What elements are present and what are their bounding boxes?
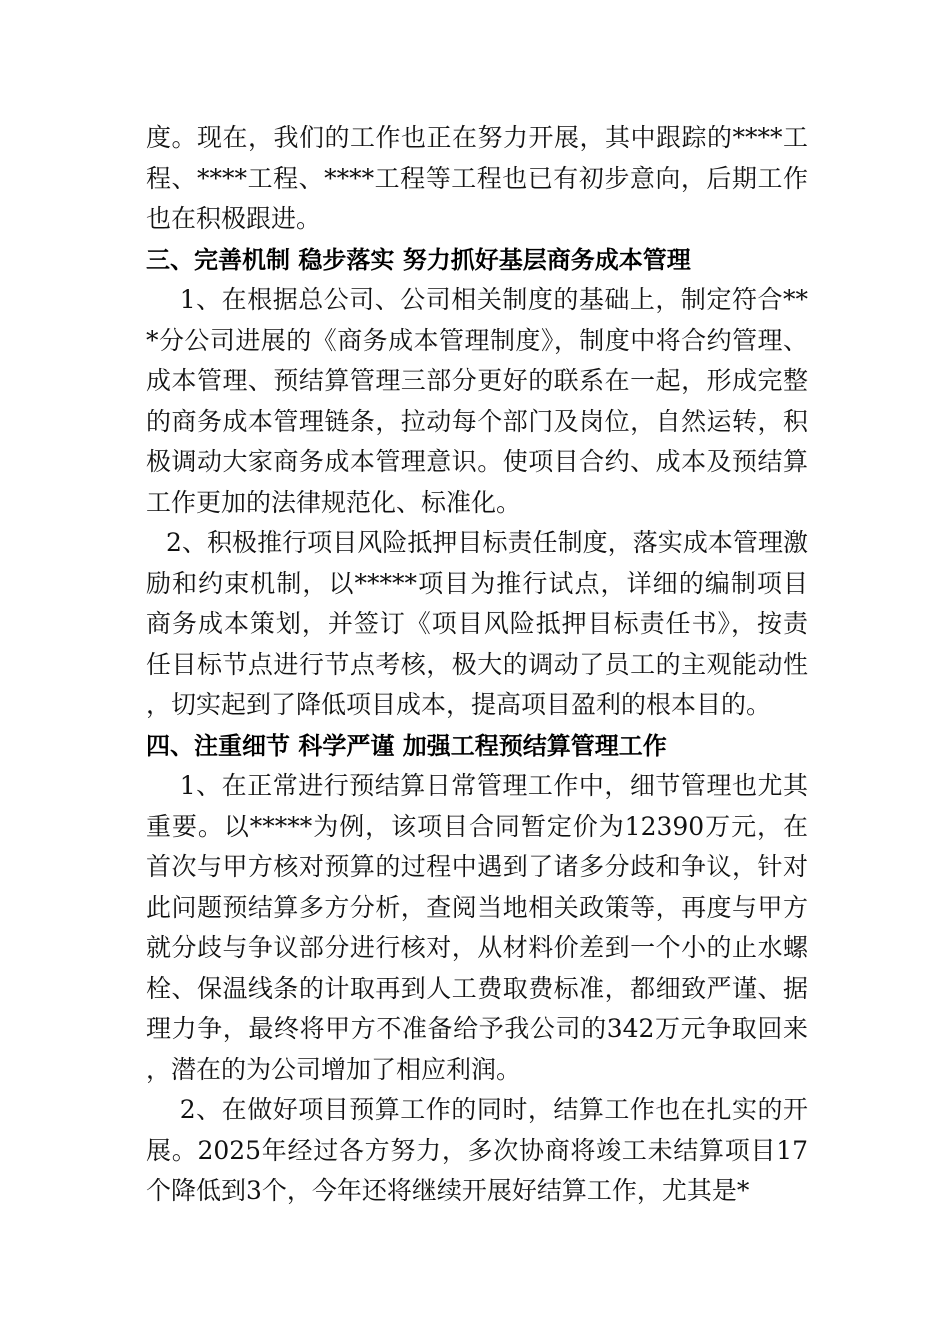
paragraph-continued: 度。现在，我们的工作也正在努力开展，其中跟踪的****工程、****工程、****工程等工程也已有初步意向，后期工作也在积极跟进。	[146, 123, 808, 233]
section-heading-3: 三、完善机制 稳步落实 努力抓好基层商务成本管理	[146, 245, 691, 274]
section-heading-4: 四、注重细节 科学严谨 加强工程预结算管理工作	[146, 731, 667, 760]
paragraph-3-2: 2、积极推行项目风险抵押目标责任制度，落实成本管理激励和约束机制，以*****项目为推行试点，详细的编制项目商务成本策划，并签订《项目风险抵押目标责任书》，按责任目标节点进行节点考核，极大的调动了员工的主观能动性，切实起到了降低项目成本，提高项目盈利的根本目的。	[146, 528, 808, 719]
document-body	[146, 118, 808, 1212]
paragraph-4-1: 1、在正常进行预结算日常管理工作中，细节管理也尤其重要。以*****为例，该项目合同暂定价为12390万元，在首次与甲方核对预算的过程中遇到了诸多分歧和争议，针对此问题预结算多方分析，查阅当地相关政策等，再度与甲方就分歧与争议部分进行核对，从材料价差到一个小的止水螺栓、保温线条的计取再到人工费取费标准，都细致严谨、据理力争，最终将甲方不准备给予我公司的342万元争取回来，潜在的为公司增加了相应利润。	[146, 771, 808, 1084]
paragraph-3-1: 1、在根据总公司、公司相关制度的基础上，制定符合***分公司进展的《商务成本管理制度》，制度中将合约管理、成本管理、预结算管理三部分更好的联系在一起，形成完整的商务成本管理链条，拉动每个部门及岗位，自然运转，积极调动大家商务成本管理意识。使项目合约、成本及预结算工作更加的法律规范化、标准化。	[146, 285, 808, 517]
paragraph-4-2: 2、在做好项目预算工作的同时，结算工作也在扎实的开展。2025年经过各方努力，多次协商将竣工未结算项目17个降低到3个，今年还将继续开展好结算工作，尤其是*	[146, 1095, 808, 1205]
